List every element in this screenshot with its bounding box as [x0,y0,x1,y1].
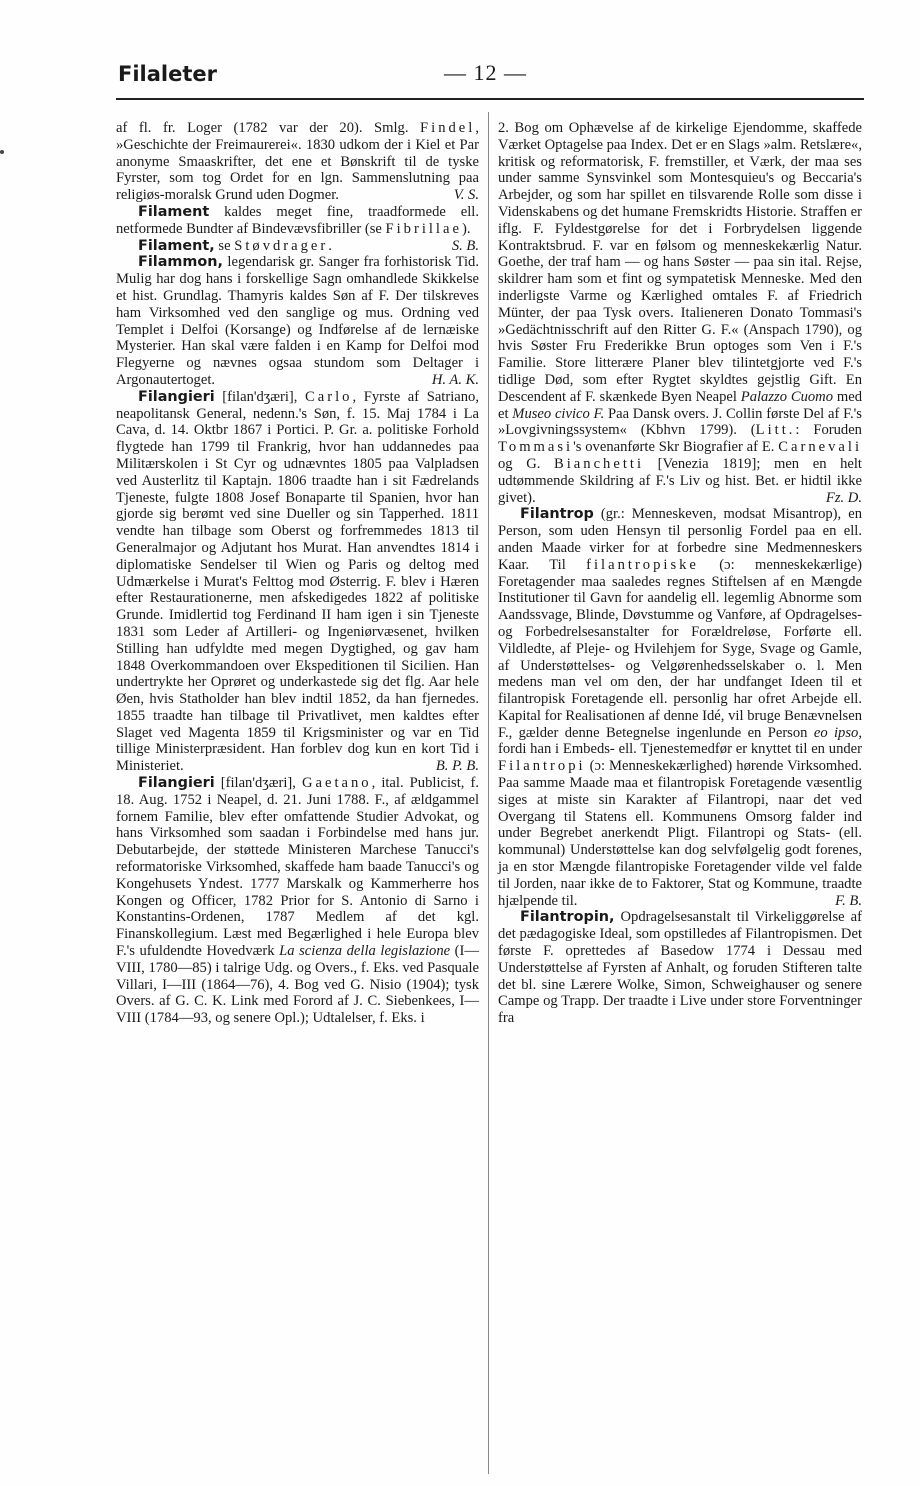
headword: Filament [138,203,210,220]
headword: Filangieri [138,775,215,792]
entry-filangieri-carlo: Filangieri [filan'dʒæri], Carlo, Fyrste af Satriano, neapolitansk General, nedenn.'s Søn, f. 15. Maj 1784 i La Cava, d. 14. Oktbr 1867 i Portici. P. Gr. a. politiske Forhold flygtede han 1799 til Frankrig, hvor han uddannedes paa Militærskolen i St Cyr og udnævntes 1805 paa Valpladsen ved Austerlitz til Kaptajn. 1806 traadte han i sit Fædrelands Tjeneste, fulgte 1808 Josef Bonaparte til Spanien, hvor han gjorde sig berømt ved sine Dueller og sin Tapperhed. 1811 vendte han tilbage som Oberst og forfremmedes 1813 til Generalmajor og Adjutant hos Murat. Han anvendtes 1814 i diplomatiske Sendelser til Wien og Paris og deltog med Udmærkelse i Murat's Felttog mod Østerrig. F. blev i Hæren efter Restaurationerne, men afskedigedes 1822 af politiske Grunde. Imidlertid tog Ferdinand II ham igen i sin Tjeneste 1831 som Leder af Artilleri- og Ingeniørvæsenet, hvilken Stilling han udfyldte med megen Dygtighed, og gav ham 1848 Overkommandoen over Ekspeditionen til Sicilien. Han undertrykte her Oprøret og underkastede sig det flg. Aar hele Øen, hvis Statholder han blev indtil 1852, da han fjernedes. 1855 traadte han tilbage til Privatlivet, men kaldtes efter Slaget ved Magenta 1859 til Krigsminister og var en Tid tillige Ministerpræsident. Han forblev dog kun en kort Tid i Ministeriet. B. P. B. [116,388,479,775]
entry-filament-1: Filament kaldes meget fine, traadformede ell. netformede Bundter af Bindevævsfibriller (se Fibrillae). S. B. [116,203,479,254]
entry-filantrop: Filantrop (gr.: Menneskeven, modsat Misantrop), en Person, som uden Hensyn til personlig Fordel paa en ell. anden Maade virker for at forbedre sine Medmenneskers Kaar. Til filantropiske (ɔ: menneskekærlige) Foretagender maa saaledes regnes Stiftelsen af en Mængde Institutioner til Gavn for aandelig ell. legemlig Abnorme som Aandssvage, Blinde, Døvstumme og Vanføre, af Opdragelses- og Forbedrelsesanstalter for Forældreløse, Forførte ell. Vildledte, af Pleje- og Hvilehjem for Syge, Svage og Gamle, af Understøttelses- og Velgørenhedsselskaber o. l. Men medens man vel om den, der har undfanget Ideen til et filantropisk Foretagende ell. personlig har ofret Arbejde ell. Kapital for Realisationen af denne Idé, vil bruge Benævnelsen F., gælder denne Betegnelse ingenlunde en Person eo ipso, fordi han i Embeds- ell. Tjenestemedfør er knyttet til en under Filantropi (ɔ: Menneskekærlighed) hørende Virksomhed. Paa samme Maade maa et filantropisk Foretagende væsentlig siges at miste sin Karakter af Filantropi, naar det ved Overgang til Statens ell. Kommunens Omsorg falder ind under Begrebet anerkendt Pligt. Filantropi og Stats- (ell. kommunal) Understøttelse kan dog selvfølgelig godt forenes, ja en stor Mængde filantropiske Foretagender vilde vel falde til Jorden, naar ikke de to Faktorer, Stat og Kommune, traadte hjælpende til. F. B. [498,506,862,909]
right-column [498,120,862,1027]
entry-filangieri-gaetano: Filangieri [filan'dʒæri], Gaetano, ital. Publicist, f. 18. Aug. 1752 i Neapel, d. 21. Juni 1788. F., af ældgammel fornem Familie, blev efter omfattende Studier Advokat, og hans Virksomhed som saadan i Forbindelse med hans jur. Debutarbejde, der støttede Ministeren Marchese Tanucci's reformatoriske Virksomhed, skaffede ham baade Tanucci's og Kongehusets Yndest. 1777 Marskalk og Kammerherre hos Kongen og Officer, 1782 Prior for S. Antonio di Sarno i Konstantins-Ordenen, 1787 Medlem af det kgl. Finanskollegium. Læst med Begærlighed i hele Europa blev F.'s ufuldendte Hovedværk La scienza della legislazione (I—VIII, 1780—85) i talrige Udg. og Overs., f. Eks. ved Pasquale Villari, I—III (1864—76), 4. Bog ved G. Nisio (1904); tysk Overs. af G. C. K. Link med Forord af J. C. Siebenkees, I—VIII (1784—93, og senere Opl.); Udtalelser, f. Eks. i [116,775,479,1027]
headword: Filammon, [138,254,223,271]
header-rule [116,98,864,100]
left-column [116,120,479,1027]
entry-filantropin: Filantropin, Opdragelsesanstalt til Virkeliggørelse af det pædagogiske Ideal, som opstilledes af Filantropismen. Det første F. oprettedes af Basedow 1774 i Dessau med Understøttelse af Fyrsten af Anhalt, og foruden Stifteren talte det bl. sine Lærere Wolke, Simon, Schweighauser og senere Campe og Trapp. Der traadte i Live under store Forventninger fra [498,909,862,1027]
continued-paragraph: af fl. fr. Loger (1782 var der 20). Smlg. Findel, »Geschichte der Freimaurerei«. 1830 udkom der i Kiel et Par anonyme Smaaskrifter, det ene et Bønskrift til de tyske Fyrster, som tog Ordet for en lgn. Sammenslutning paa religiøs-moralsk Grund uden Dogmer. V. S. [116,120,479,204]
entry-filament-2: Filament, se Støvdrager. [138,237,332,254]
running-head-title: Filaleter [118,62,217,86]
headword: Filament, [138,237,215,254]
margin-mark [0,150,4,154]
headword: Filantrop [520,506,594,523]
headword: Filangieri [138,388,215,405]
page-number: — 12 — [444,60,527,85]
column-divider [488,112,489,1474]
entry-filammon: Filammon, legendarisk gr. Sanger fra forhistorisk Tid. Mulig har dog hans i forskellige Sagn omhandlede Skikkelse et hist. Grundlag. Thamyris kaldes Søn af F. Der tilskreves ham Virksomhed ved den sanglige og mus. Ordning ved Templet i Delfoi (Korsange) og Indførelse af de lernæiske Mysterier. Han skal være falden i en Kamp for Delfoi mod Flegyerne og nævnes ogsaa stundom som Deltager i Argonautertoget. H. A. K. [116,254,479,388]
continued-paragraph: 2. Bog om Ophævelse af de kirkelige Ejendomme, skaffede Værket Optagelse paa Index. Det er en Slags »alm. Retslære«, kritisk og reformatorisk, F. fremstiller, et Værk, der maa ses under samme Synsvinkel som Montesquieu's og Beccaria's Arbejder, og som har spillet en tilsvarende Rolle som disse i Videnskabens og det humane Fremskridts Historie. Straffen er iflg. F. Fyldestgørelse for det i Forbrydelsen liggende Kontraktsbrud. F. var en følsom og menneskekærlig Natur. Goethe, der traf ham — og hans Søster — paa sin ital. Rejse, skildrer ham som et fint og sympatetisk Menneske. Med den inderligste Varme og Kærlighed omtales F. af Friedrich Münter, der paa Tysk overs. Italieneren Donato Tommasi's »Gedächtnisschrift auf den Ritter G. F.« (Anspach 1790), og hvis Søster Fru Frederikke Brun optoges som Ven i F.'s Familie. Store litterære Planer blev tilintetgjorte ved F.'s tidlige Død, som efter Rygtet skyldtes gejstlig Gift. En Descendent af F. skænkede Byen Neapel Palazzo Cuomo med et Museo civico F. Paa Dansk overs. J. Collin første Del af F.'s »Lovgivningssystem« (Kbhvn 1799). (Litt.: Foruden Tommasi's ovenanførte Skr Biografier af E. Carnevali og G. Bianchetti [Venezia 1819]; men en helt udtømmende Skildring af F.'s Liv og hist. Bet. er hidtil ikke givet). Fz. D. [498,120,862,506]
headword: Filantropin, [520,909,615,926]
